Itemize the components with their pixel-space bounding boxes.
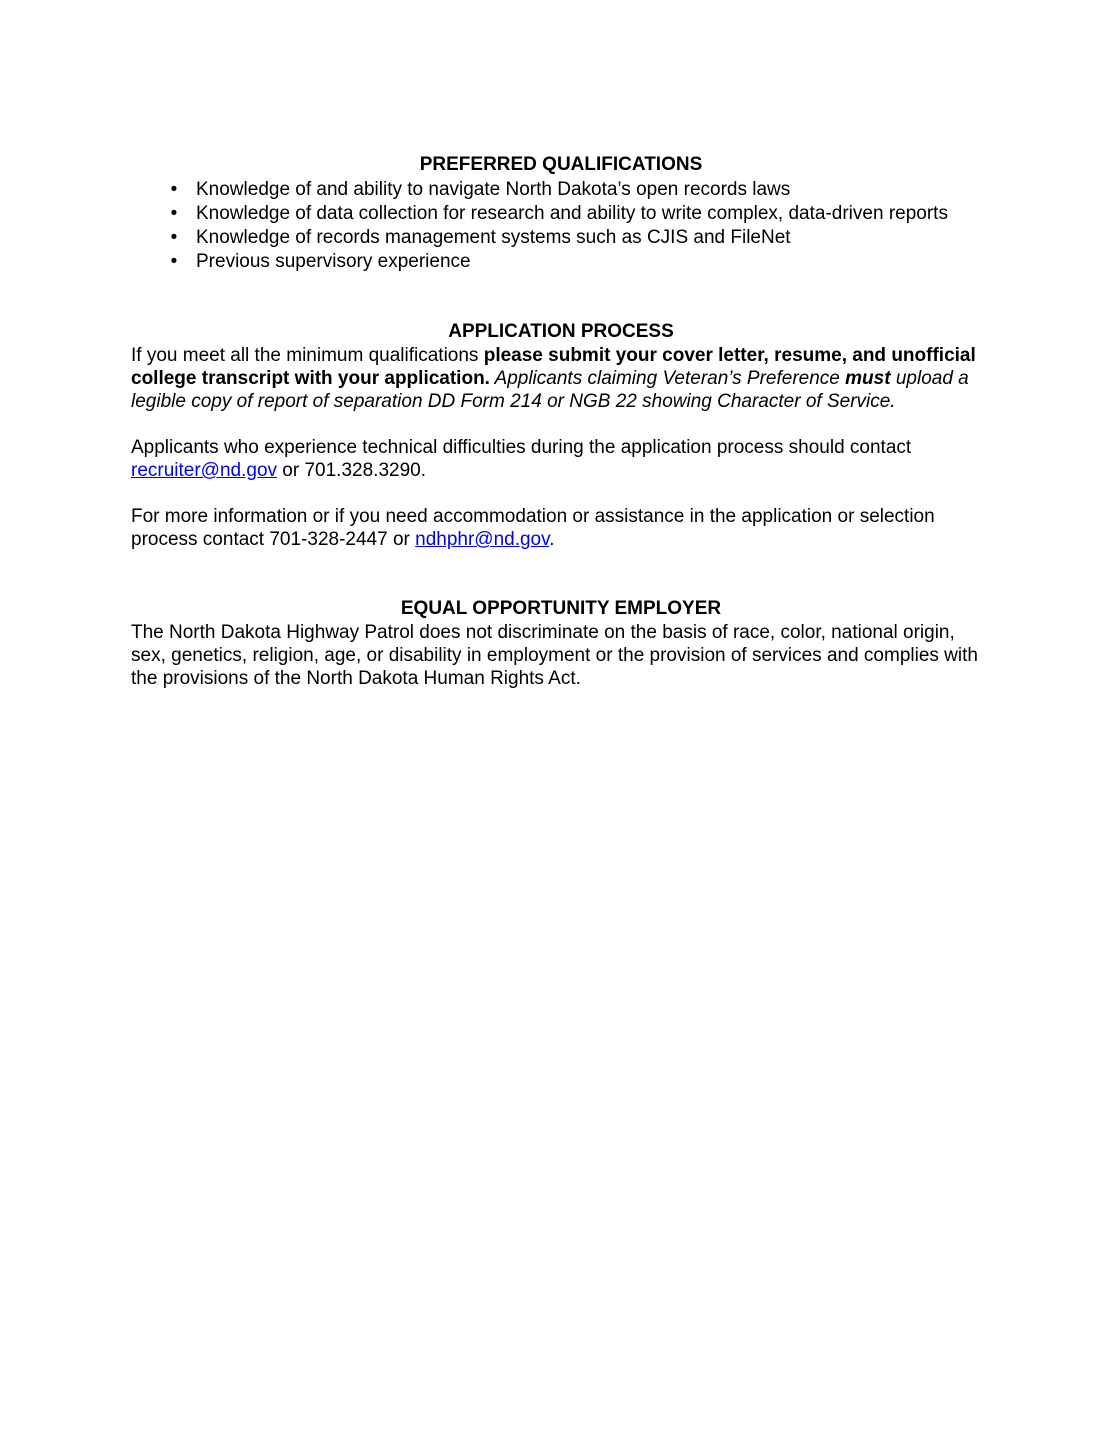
list-item: • Knowledge of data collection for research and ability to write complex, data-driven reports (170, 203, 948, 224)
accommodation-paragraph: For more information or if you need accommodation or assistance in the application or selection process contact 701-328-2447 or ndhphr@nd.gov. (131, 506, 935, 550)
preferred-qualifications-heading: PREFERRED QUALIFICATIONS (419, 154, 703, 175)
recruiter-email-link[interactable]: recruiter@nd.gov (131, 460, 278, 481)
bullet-icon: • (170, 227, 178, 248)
list-item: • Knowledge of and ability to navigate North Dakota’s open records laws (170, 179, 791, 200)
list-item: • Previous supervisory experience (170, 251, 471, 272)
bullet-icon: • (170, 203, 178, 224)
list-item: • Knowledge of records management systems such as CJIS and FileNet (170, 227, 791, 248)
technical-difficulties-paragraph: Applicants who experience technical difficulties during the application process should contact recruiter@nd.gov or 701.328.3290. (131, 437, 912, 481)
hr-email-link[interactable]: ndhphr@nd.gov (415, 529, 550, 550)
application-instructions: If you meet all the minimum qualifications please submit your cover letter, resume, and unofficial college transcript with your application. Applicants claiming Veteran’s Preference must upload a legible copy of report of separation DD Form 214 or NGB 22 showing Character of Service. (131, 345, 976, 412)
equal-opportunity-statement: The North Dakota Highway Patrol does not discriminate on the basis of race, color, national origin, sex, genetics, religion, age, or disability in employment or the provision of services and complies with the provisions of the North Dakota Human Rights Act. (131, 622, 978, 689)
preferred-qualifications-list (131, 178, 991, 273)
document-page (131, 153, 991, 690)
application-process-heading: APPLICATION PROCESS (448, 321, 674, 342)
bullet-icon: • (170, 179, 178, 200)
bullet-icon: • (170, 251, 178, 272)
equal-opportunity-heading: EQUAL OPPORTUNITY EMPLOYER (400, 598, 722, 619)
